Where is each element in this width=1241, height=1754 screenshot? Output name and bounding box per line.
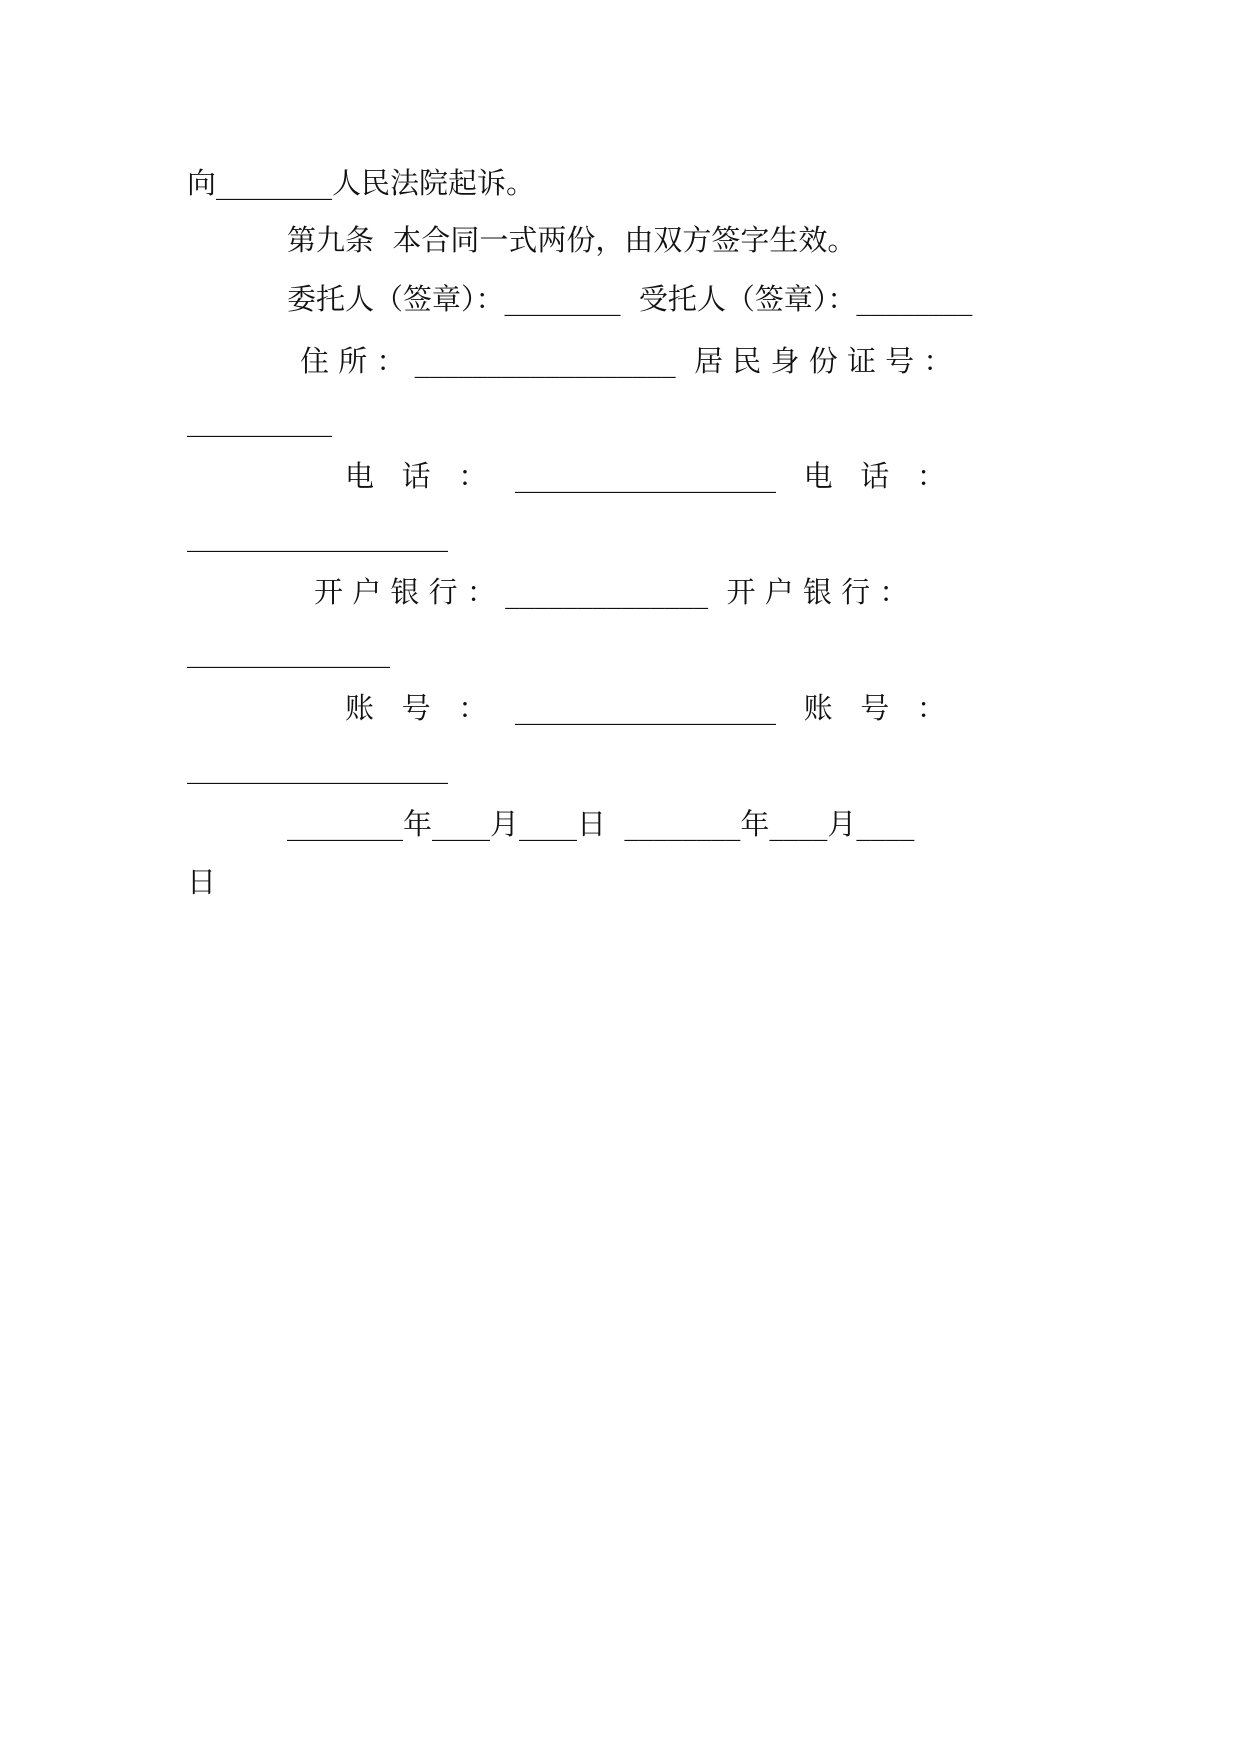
clause-continuation: 向________人民法院起诉。 [187, 166, 536, 200]
phone-blank: __________________ [187, 518, 448, 552]
date-day-wrap: 日 [187, 865, 217, 899]
account-line: 账 号 ： __________________ 账 号 ： [345, 691, 946, 725]
bank-line: 开 户 银 行 ： ______________ 开 户 银 行 ： [314, 575, 909, 609]
phone-line: 电 话 ： __________________ 电 话 ： [345, 459, 946, 493]
bank-blank: ______________ [187, 634, 390, 668]
id-number-blank: __________ [187, 403, 332, 437]
account-blank: __________________ [187, 750, 448, 784]
clause-nine: 第九条 本合同一式两份，由双方签字生效。 [287, 223, 857, 257]
signature-line: 委托人（签章）：________ 受托人（签章）：________ [287, 282, 973, 316]
address-id-line: 住 所 ： __________________ 居 民 身 份 证 号 ： [300, 344, 953, 378]
date-line: ________年____月____日 ________年____月____ [287, 807, 915, 841]
